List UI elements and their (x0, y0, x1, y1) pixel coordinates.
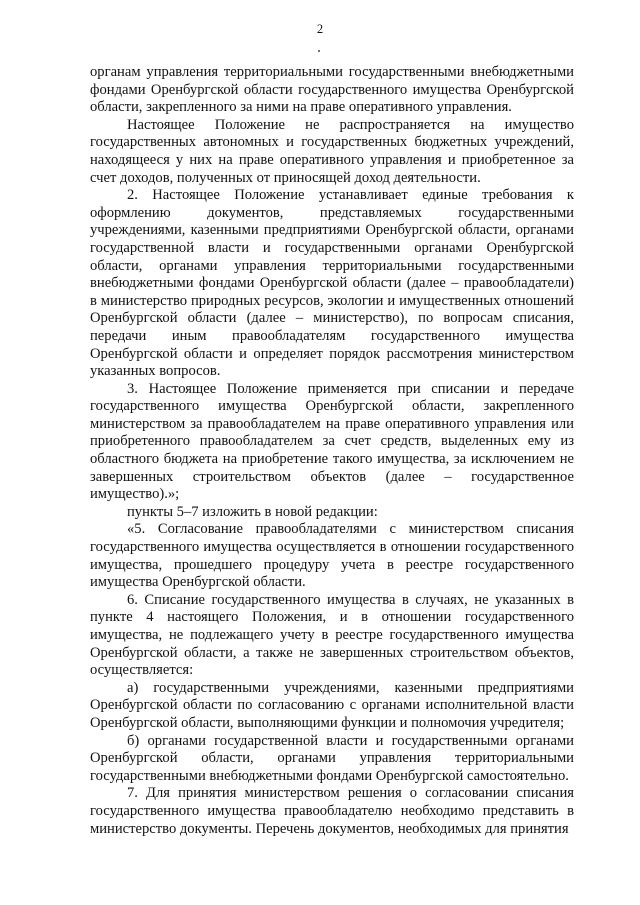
paragraph-item-6a: а) государственными учреждениями, казенными предприятиями Оренбургской области по согласованию с органами исполнительной власти Оренбургской области, выполняющими функции и полномочия учредителя; (90, 679, 574, 731)
paragraph-item-6b: б) органами государственной власти и государственными органами Оренбургской области, органами управления территориальными государственными внебюджетными фондами Оренбургской самостоятельно. (90, 732, 574, 784)
paragraph-amendment-intro: пункты 5–7 изложить в новой редакции: (127, 503, 378, 520)
page-number: 2 (316, 22, 324, 36)
paragraph-item-2: 2. Настоящее Положение устанавливает единые требования к оформлению документов, представляемых государственными учреждениями, казенными предприятиями Оренбургской области, органами государственной власти и государственными органами Оренбургской области, органами управления территориальными государственными внебюджетными фондами Оренбургской области (далее – правообладатели) в министерство природных ресурсов, экологии и имущественных отношений Оренбургской области (далее – министерство), по вопросам списания, передачи иным правообладателям государственного имущества Оренбургской области и определяет порядок рассмотрения министерством указанных вопросов. (90, 187, 574, 380)
paragraph-item-5: «5. Согласование правообладателями с министерством списания государственного имущества осуществляется в отношении государственного имущества, прошедшего процедуру учета в реестре государственного имущества Оренбургской области. (90, 521, 574, 591)
paragraph-item-6: 6. Списание государственного имущества в случаях, не указанных в пункте 4 настоящего Положения, и в отношении государственного имущества, не подлежащего учету в реестре государственного имущества Оренбургской области, а также не завершенных строительством объектов, осуществляется: (90, 591, 574, 679)
document-body (90, 64, 574, 838)
scan-speck (318, 50, 320, 52)
paragraph-item-3: 3. Настоящее Положение применяется при списании и передаче государственного имущества Оренбургской области, закрепленного министерством за правообладателем на праве оперативного управления или приобретенного правообладателем за счет средств, выделенных ему из областного бюджета на приобретение такого имущества, за исключением не завершенных строительством объектов (далее – государственное имущество).»; (90, 380, 574, 503)
paragraph-item-7: 7. Для принятия министерством решения о согласовании списания государственного имущества правообладателю необходимо представить в министерство документы. Перечень документов, необходимых для принятия (90, 785, 574, 837)
paragraph-exclusion: Настоящее Положение не распространяется на имущество государственных автономных и государственных бюджетных учреждений, находящееся у них на праве оперативного управления и приобретенное за счет доходов, полученных от приносящей доход деятельности. (90, 116, 574, 186)
paragraph-continuation: органам управления территориальными государственными внебюджетными фондами Оренбургской области государственного имущества Оренбургской области, закрепленного за ними на праве оперативного управления. (90, 64, 574, 116)
